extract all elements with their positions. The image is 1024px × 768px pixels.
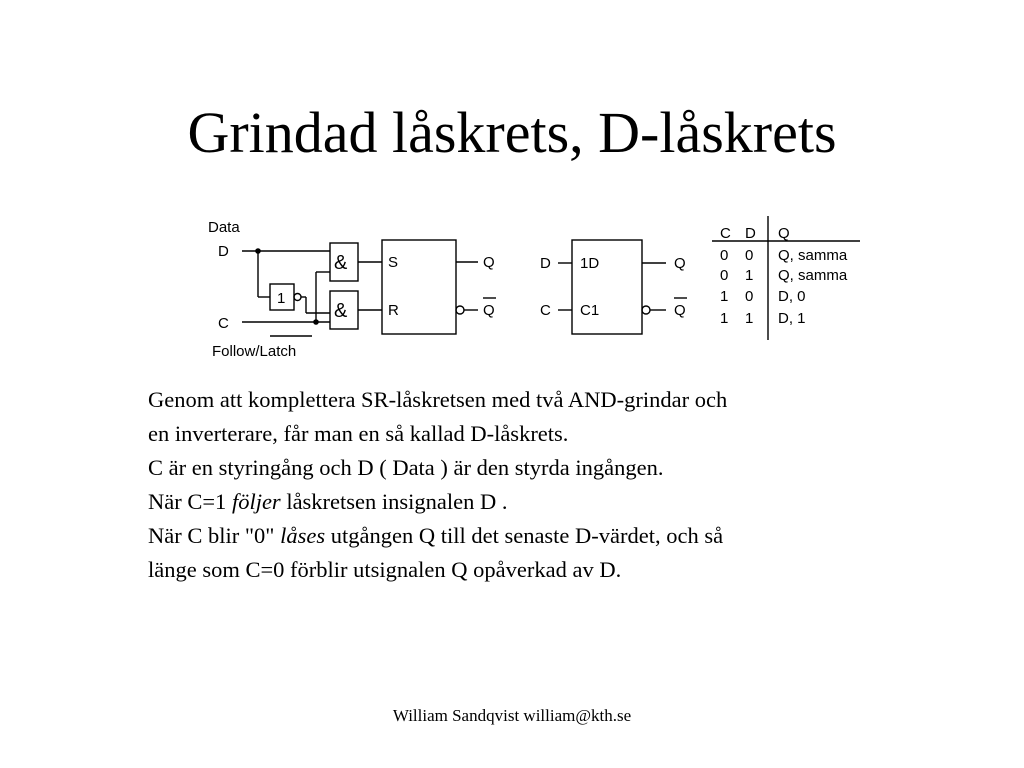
truth-table-cell: 1 [745, 310, 754, 327]
d-latch-d-label: D [540, 255, 551, 272]
d-latch-c-label: C [540, 302, 551, 319]
d-junction-dot [255, 248, 261, 254]
d-latch-symbol [558, 240, 687, 334]
and-gate-1-symbol: & [334, 252, 348, 274]
gated-sr-latch-schematic [242, 240, 496, 336]
truth-table-header: Q [778, 225, 790, 242]
truth-table-cell: 0 [720, 267, 729, 284]
data-label: Data [208, 219, 240, 236]
d-latch-qbar-label: Q [674, 302, 686, 319]
and-gate-2-symbol: & [334, 300, 348, 322]
truth-table-cell: D, 1 [778, 310, 806, 327]
body-line [148, 485, 908, 519]
body-line-part: utgången Q till det senaste D-värdet, och så [325, 523, 724, 548]
body-line-part: låskretsen insignalen D . [280, 489, 508, 514]
truth-table-cell: 0 [745, 247, 754, 264]
truth-table-cell: 1 [745, 267, 754, 284]
truth-table-cell: Q, samma [778, 247, 848, 264]
d-latch-pin-1d: 1D [580, 255, 600, 272]
c-input-label: C [218, 315, 229, 332]
s-input-label: S [388, 254, 399, 271]
body-text [148, 383, 908, 587]
d-latch-q-label: Q [674, 255, 686, 272]
body-line: en inverterare, får man en så kallad D-låskrets. [148, 421, 569, 446]
body-line: länge som C=0 förblir utsignalen Q opåverkad av D. [148, 557, 622, 582]
follow-latch-label: Follow/Latch [212, 343, 297, 360]
q-output-label: Q [483, 254, 495, 271]
inverter-bubble [294, 294, 301, 301]
truth-table-cell: 0 [720, 247, 729, 264]
body-line [148, 519, 908, 553]
truth-table-cell: 1 [720, 310, 729, 327]
truth-table-cell: Q, samma [778, 267, 848, 284]
truth-table-header: C [720, 225, 731, 242]
d-latch-pin-c1: C1 [580, 302, 600, 319]
d-input-label: D [218, 243, 229, 260]
body-line-part: När C=1 [148, 489, 232, 514]
body-line: Genom att komplettera SR-låskretsen med två AND-grindar och [148, 387, 728, 412]
footer: William Sandqvist william@kth.se [392, 706, 632, 725]
inverter-symbol: 1 [277, 290, 286, 307]
body-line-part: När C blir "0" [148, 523, 281, 548]
d-latch-diagram [200, 210, 880, 370]
truth-table-cell: 0 [745, 288, 754, 305]
d-latch-qbar-bubble [642, 306, 650, 314]
slide-title: Grindad låskrets, D-låskrets [187, 100, 837, 165]
c-junction-dot [313, 319, 319, 325]
emphasis-locked: låses [280, 523, 326, 548]
truth-table-cell: D, 0 [778, 288, 806, 305]
qbar-output-label: Q [483, 302, 495, 319]
emphasis-follows: följer [231, 489, 281, 514]
body-line: C är en styringång och D ( Data ) är den styrda ingången. [148, 455, 664, 480]
truth-table-cell: 1 [720, 288, 729, 305]
sr-qbar-bubble [456, 306, 464, 314]
r-input-label: R [388, 302, 399, 319]
diagram-svg [200, 210, 880, 370]
truth-table-header: D [745, 225, 756, 242]
